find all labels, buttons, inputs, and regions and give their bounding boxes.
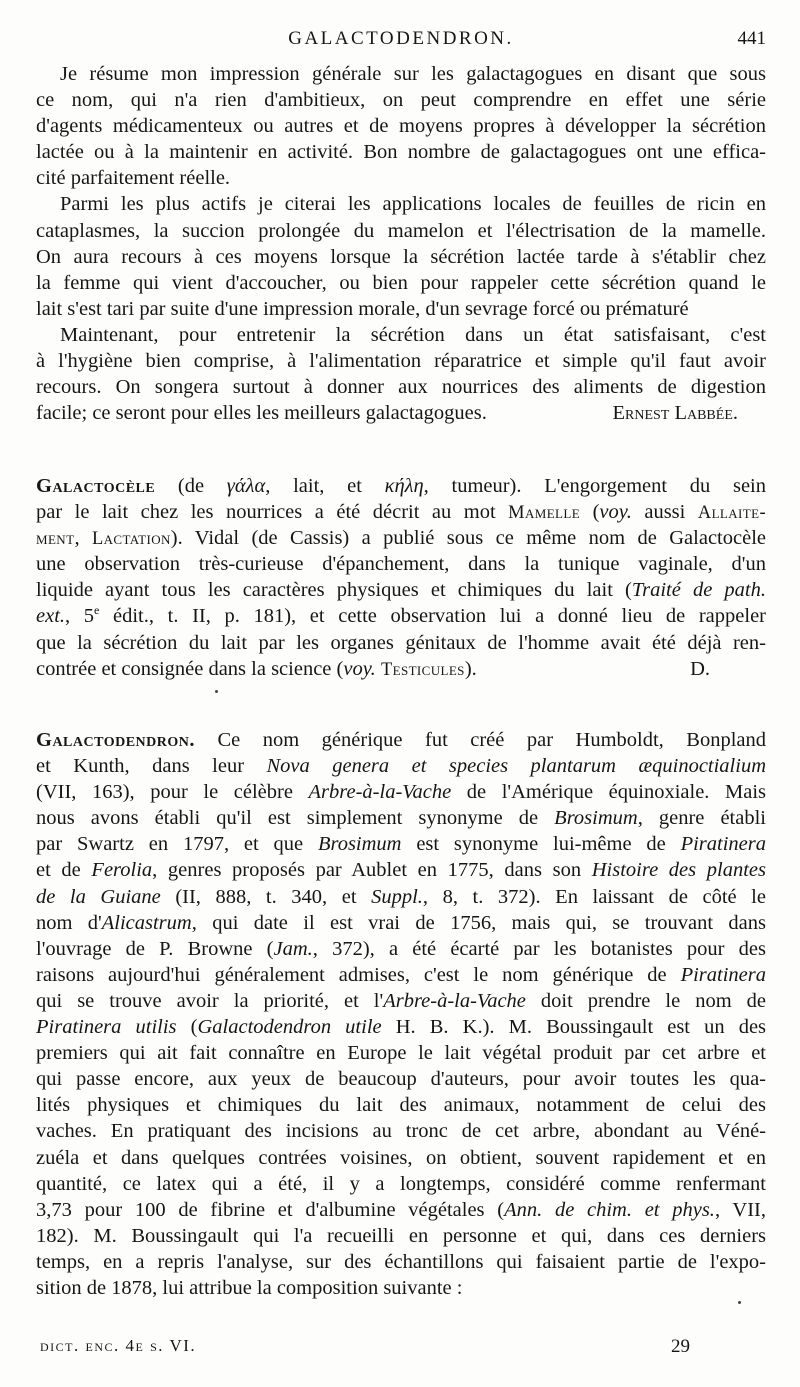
text-span: Piratinera — [680, 833, 766, 856]
text-line — [36, 910, 766, 936]
text-span: (VII, 163), pour le célèbre — [36, 781, 309, 804]
text-span: 3,73 pour 100 de fibrine et d'albumine végétales ( — [36, 1198, 505, 1221]
article-galactocele — [36, 473, 766, 682]
text-line — [36, 1197, 766, 1223]
page-number: 441 — [737, 28, 766, 49]
text-span: de la Guiane — [36, 885, 161, 908]
text-span: qui se trouve avoir la priorité, et l' — [36, 989, 384, 1012]
text-span: liquide ayant tous les caractères physiques et chimiques du lait ( — [36, 579, 632, 602]
text-line — [36, 884, 766, 910]
text-span: , genre établi — [637, 807, 766, 830]
cross-reference: Testicules — [380, 658, 465, 679]
text-line — [36, 603, 766, 629]
text-span: facile; ce seront pour elles les meilleurs galactagogues. — [36, 402, 487, 425]
text-line — [36, 656, 766, 682]
cross-reference: Mamelle — [508, 502, 581, 523]
text-line: premiers qui ait fait connaître en Europe le lait végétal produit par cet arbre et — [36, 1042, 766, 1065]
text-span: Galactodendron utile — [197, 1016, 382, 1039]
text-span: Arbre-à-la-Vache — [383, 989, 526, 1012]
text-span: par Swartz en 1797, et que — [36, 833, 318, 856]
text-line — [36, 473, 766, 499]
running-header — [36, 28, 766, 54]
text-span: et de — [36, 859, 92, 882]
text-span: Brosimum — [554, 807, 638, 830]
text-span: , 5 — [65, 605, 95, 628]
print-speck — [215, 690, 218, 693]
text-line: d'agents médicamenteux ou autres et de moyens propres à développer la sécrétion — [36, 115, 766, 138]
text-line: lait s'est tari par suite d'une impression morale, d'un sevrage forcé ou prématuré — [36, 297, 689, 320]
text-span: , 8, t. 372). En laissant de côté le — [422, 885, 766, 908]
text-line: Maintenant, pour entretenir la sécrétion dans un état satisfaisant, c'est — [60, 323, 766, 346]
text-line — [36, 727, 766, 753]
text-span: , genres proposés par Aublet en 1775, dans son — [152, 859, 592, 882]
text-line: la femme qui vient d'accoucher, ou bien pour rappeler cette sécrétion quand le — [36, 271, 766, 294]
text-span: , 372), a été écarté par les botanistes pour des — [312, 937, 766, 960]
text-span: est synonyme lui-même de — [401, 833, 681, 856]
text-span: ext. — [36, 605, 66, 628]
text-span: (II, 888, t. 340, et — [160, 885, 372, 908]
author-signature: D. — [690, 657, 710, 680]
text-span: Suppl. — [371, 885, 423, 908]
text-span: par le lait chez les nourrices a été décrit au mot — [36, 501, 509, 524]
text-line — [36, 577, 766, 603]
text-span: de l'Amérique équinoxiale. Mais — [451, 781, 766, 804]
text-line — [36, 779, 766, 805]
greek-word: γάλα — [226, 475, 266, 497]
text-span: , — [74, 527, 92, 550]
text-span: H. B. K.). M. Boussingault est un des — [381, 1016, 766, 1039]
text-line — [36, 857, 766, 883]
text-line: 182). M. Boussingault qui l'a recueilli en personne et qui, dans ces derniers — [36, 1224, 766, 1247]
text-span: Piratinera — [680, 963, 766, 986]
text-line — [36, 499, 766, 525]
text-span: Traité de path. — [631, 579, 766, 602]
text-span: l'ouvrage de P. Browne ( — [36, 937, 274, 960]
text-span: Histoire des plantes — [591, 859, 766, 882]
greek-word: κήλη — [384, 475, 424, 497]
cross-reference: Lactation — [91, 528, 171, 549]
text-span: voy. — [343, 657, 376, 680]
text-line — [36, 831, 766, 857]
article-galactagogues-end — [36, 61, 766, 426]
text-line — [36, 936, 766, 962]
page-footer — [40, 1336, 690, 1362]
text-line — [36, 753, 766, 779]
text-span: e — [94, 603, 100, 618]
text-span: édit., t. II, p. 181), et cette observation lui a donné lieu de rappeler — [99, 605, 766, 628]
text-span: Ann. de chim. et phys. — [504, 1198, 715, 1221]
text-line: Je résume mon impression générale sur les galactagogues en disant que sous — [60, 63, 766, 85]
entry-headword: Galactodendron. — [36, 729, 195, 751]
text-span: nom d' — [36, 911, 102, 934]
text-span: contrée et consignée dans la science ( — [36, 657, 344, 680]
text-line: sition de 1878, lui attribue la composition suivante : — [36, 1276, 463, 1299]
text-span: et Kunth, dans leur — [36, 755, 267, 778]
text-line: vaches. En pratiquant des incisions au tronc de cet arbre, abondant au Véné- — [36, 1120, 766, 1143]
text-span: (de — [155, 475, 227, 497]
sheet-number: 29 — [671, 1336, 690, 1357]
text-line: cité parfaitement réelle. — [36, 167, 231, 190]
text-line: temps, en a repris l'analyse, sur des échantillons qui faisaient partie de l'expo- — [36, 1250, 766, 1273]
running-title: GALACTODENDRON. — [288, 28, 514, 49]
text-span: , VII, — [714, 1198, 766, 1221]
article-galactodendron — [36, 727, 766, 1301]
text-span: raisons aujourd'hui généralement admises, c'est le nom générique de — [36, 963, 681, 986]
text-line: qui passe encore, aux yeux de beaucoup d'auteurs, pour avoir toutes les qua- — [36, 1068, 766, 1091]
text-span: Piratinera utilis — [36, 1016, 177, 1039]
text-span: ( — [580, 501, 600, 524]
text-line: cataplasmes, la succion prolongée du mamelon et l'électrisation de la mamelle. — [36, 219, 766, 242]
text-span: Jam. — [273, 937, 313, 960]
text-span: Nova genera et species plantarum æquinoctialium — [266, 755, 766, 778]
text-line — [36, 988, 766, 1014]
text-line: ce nom, qui n'a rien d'ambitieux, on peut comprendre en effet une série — [36, 89, 766, 112]
entry-headword: Galactocèle — [36, 475, 156, 497]
text-span: ). — [464, 657, 477, 680]
text-line — [36, 400, 766, 426]
signature-line: dict. enc. 4e s. VI. — [40, 1336, 197, 1355]
text-line: que la sécrétion du lait par les organes génitaux de l'homme avait été déjà ren- — [36, 631, 766, 654]
text-span: Ferolia — [91, 859, 153, 882]
text-line: lactée ou à la maintenir en activité. Bon nombre de galactagogues ont une effica- — [36, 141, 766, 164]
text-span: aussi — [631, 501, 698, 524]
text-span: Alicastrum — [101, 911, 192, 934]
text-line: On aura recours à ces moyens lorsque la sécrétion lactée tarde à s'établir chez — [36, 245, 766, 268]
text-line: une observation très-curieuse d'épanchement, dans la tunique vaginale, d'un — [36, 553, 766, 576]
text-span: nous avons établi qu'il est simplement synonyme de — [36, 807, 555, 830]
author-signature: Ernest Labbée. — [612, 402, 738, 425]
text-line: quantité, ce latex qui a été, il y a longtemps, considéré comme renfermant — [36, 1172, 766, 1195]
text-span: ). Vidal (de Cassis) a publié sous ce même nom de Galactocèle — [170, 527, 766, 550]
text-span: , tumeur). L'engorgement du sein — [423, 475, 766, 497]
text-span: , qui date il est vrai de 1756, mais qui, se trouvant dans — [191, 911, 766, 934]
text-line — [36, 962, 766, 988]
text-span: Brosimum — [317, 833, 402, 856]
text-line: zuéla et dans quelques contrées voisines, on obtient, souvent rapidement et en — [36, 1146, 766, 1169]
text-line: Parmi les plus actifs je citerai les applications locales de feuilles de ricin en — [60, 193, 766, 216]
text-line — [36, 525, 766, 551]
text-span: doit prendre le nom de — [525, 989, 766, 1012]
text-span: ( — [176, 1016, 198, 1039]
cross-reference: ment — [36, 528, 75, 549]
text-line: à l'hygiène bien comprise, à l'alimentation réparatrice et simple qu'il faut avoir — [36, 350, 766, 373]
print-speck — [738, 1301, 741, 1304]
cross-reference: Allaite- — [697, 502, 766, 523]
text-span: voy. — [599, 501, 632, 524]
text-line: recours. On songera surtout à donner aux nourrices des aliments de digestion — [36, 376, 766, 399]
text-line — [36, 805, 766, 831]
text-line: lités physiques et chimiques du lait des animaux, notamment de celui des — [36, 1094, 766, 1117]
text-span: Ce nom générique fut créé par Humboldt, Bonpland — [195, 729, 766, 751]
text-span: , lait, et — [265, 475, 385, 497]
text-span: Arbre-à-la-Vache — [308, 781, 452, 804]
text-line — [36, 1014, 766, 1040]
